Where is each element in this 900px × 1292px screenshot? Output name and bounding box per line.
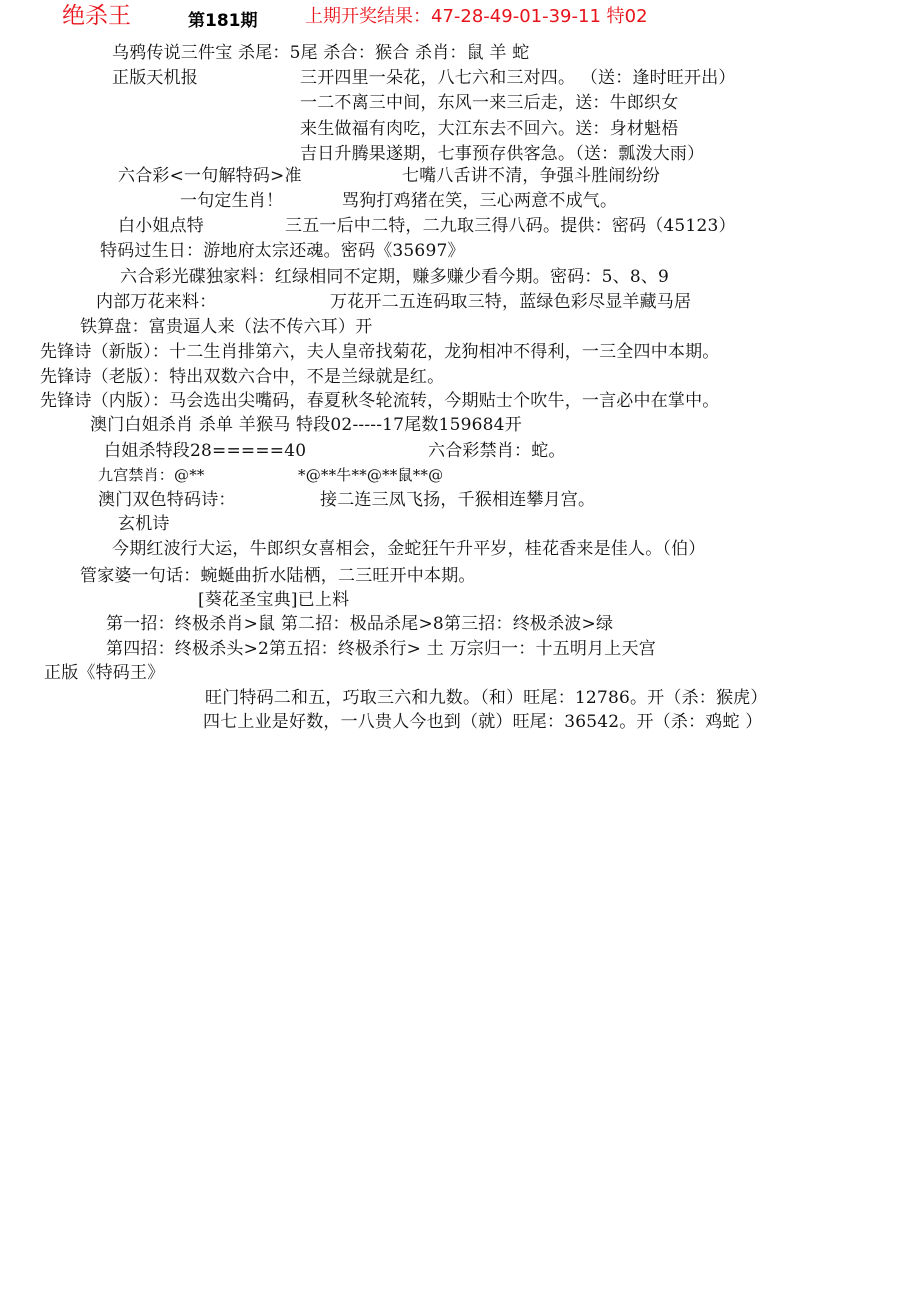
line-xuanji-title: 玄机诗 — [118, 514, 170, 534]
line-wanhua-text: 万花开二五连码取三特，蓝绿色彩尽显羊藏马居 — [330, 292, 692, 312]
line-baixiaojie-label: 白小姐点特 — [118, 216, 204, 236]
line-crow-legend: 乌鸦传说三件宝 杀尾：5尾 杀合：猴合 杀肖：鼠 羊 蛇 — [112, 43, 530, 63]
line-birthday: 特码过生日：游地府太宗还魂。密码《35697》 — [100, 241, 465, 261]
line-tianji-label: 正版天机报 — [112, 68, 198, 88]
line-temawang-verse-2: 四七上业是好数，一八贵人今也到（就）旺尾：36542。开（杀：鸡蛇 ） — [203, 712, 763, 732]
line-macau-baijie: 澳门白姐杀肖 杀单 羊猴马 特段02-----17尾数159684开 — [90, 415, 522, 435]
line-baijie-segment: 白姐杀特段28=====40 — [104, 441, 307, 461]
last-draw-result: 上期开奖结果：47-28-49-01-39-11 特02 — [305, 6, 648, 27]
line-tianji-verse-3: 来生做福有肉吃，大江东去不回六。送：身材魁梧 — [300, 119, 679, 139]
line-xuanji-poem: 今期红波行大运，牛郎织女喜相会，金蛇狂午升平岁，桂花香来是佳人。（伯） — [112, 539, 706, 559]
line-baixiaojie-text: 三五一后中二特，二九取三得八码。提供：密码（45123） — [285, 216, 736, 236]
line-tianji-verse-4: 吉日升腾果遂期，七事预存供客急。（送：瓢泼大雨） — [300, 144, 705, 164]
line-tianji-verse-2: 一二不离三中间，东风一来三后走，送：牛郎织女 — [300, 93, 679, 113]
line-zodiac-text: 骂狗打鸡猪在笑，三心两意不成气。 — [342, 191, 618, 211]
line-cd-exclusive: 六合彩光碟独家料：红绿相同不定期，赚多赚少看今期。密码：5、8、9 — [120, 267, 670, 287]
line-kuihua-title: [葵花圣宝典]已上料 — [198, 590, 350, 610]
line-temawang-title: 正版《特码王》 — [44, 663, 165, 683]
line-jiugong-text: *@**牛**@**鼠**@ — [298, 466, 444, 484]
line-macau-color-label: 澳门双色特码诗： — [98, 490, 236, 510]
line-pioneer-old: 先锋诗（老版）：特出双数六合中，不是兰绿就是红。 — [40, 367, 445, 387]
line-pioneer-new: 先锋诗（新版）：十二生肖排第六，夫人皇帝找菊花，龙狗相冲不得利，一三全四中本期。 — [40, 342, 720, 362]
line-macau-color-text: 接二连三凤飞扬，千猴相连攀月宫。 — [320, 490, 596, 510]
line-kuihua-moves-1: 第一招：终极杀肖>鼠 第二招：极品杀尾>8第三招：终极杀波>绿 — [106, 614, 614, 634]
line-one-phrase-label: 六合彩<一句解特码>准 — [118, 166, 302, 186]
line-banned-zodiac: 六合彩禁肖：蛇。 — [428, 441, 566, 461]
line-temawang-verse-1: 旺门特码二和五，巧取三六和九数。（和）旺尾：12786。开（杀：猴虎） — [205, 688, 768, 708]
line-abacus: 铁算盘：富贵逼人来（法不传六耳）开 — [80, 317, 373, 337]
line-wanhua-label: 内部万花来料： — [96, 292, 217, 312]
line-housekeeper: 管家婆一句话：蜿蜒曲折水陆栖，二三旺开中本期。 — [80, 566, 476, 586]
line-zodiac-label: 一句定生肖！ — [180, 191, 284, 211]
line-pioneer-inner: 先锋诗（内版）：马会选出尖嘴码，春夏秋冬轮流转，今期贴士个吹牛，一言必中在掌中。 — [40, 391, 720, 411]
line-one-phrase-text: 七嘴八舌讲不清，争强斗胜闹纷纷 — [402, 166, 660, 186]
line-kuihua-moves-2: 第四招：终极杀头>2第五招：终极杀行> 土 万宗归一：十五明月上天宫 — [106, 639, 656, 659]
line-tianji-verse-1: 三开四里一朵花，八七六和三对四。 （送：逢时旺开出） — [300, 68, 736, 88]
brand-title: 绝杀王 — [62, 3, 131, 29]
line-jiugong-label: 九宫禁肖：@** — [98, 466, 205, 484]
issue-number: 第181期 — [188, 11, 258, 31]
